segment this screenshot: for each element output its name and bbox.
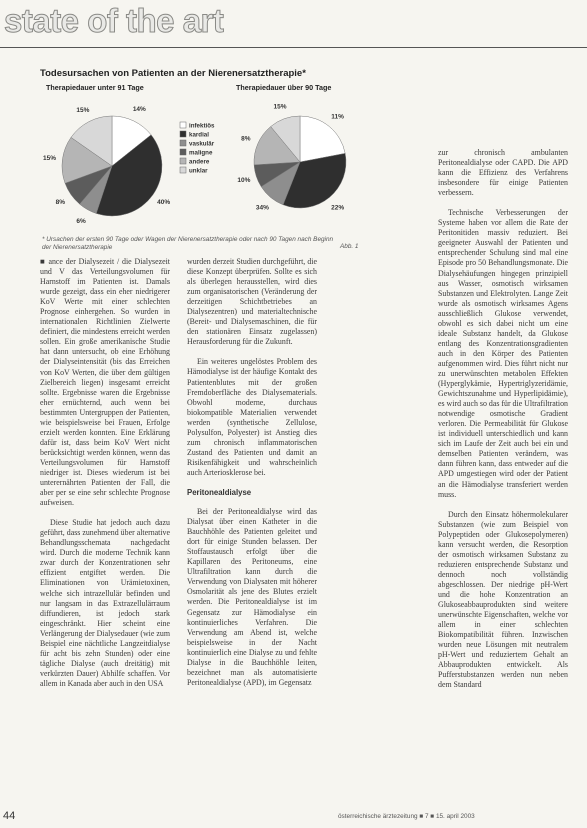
pie-slice-label: 8%	[55, 199, 66, 207]
pie-slice-label: 6%	[76, 217, 86, 225]
header-rule	[0, 47, 587, 48]
legend-label: vaskulär	[189, 140, 215, 148]
figure-label: Abb. 1	[340, 243, 359, 250]
text-column-2	[187, 257, 317, 698]
pie-slice-label: 40%	[157, 199, 171, 207]
legend-label: unklar	[189, 167, 208, 175]
legend-swatch	[180, 167, 186, 173]
paragraph: zur chronisch ambulanten Peritonealdialyse oder CAPD. Die APD kann die Effizienz des Verfahrens insbesondere für einige Patienten verbessern.	[438, 148, 568, 198]
text-column-3	[438, 148, 568, 700]
paragraph: Technische Verbesserungen der Systeme haben vor allem die Rate der Peritonitiden massiv reduziert. Bei geeigneter Auswahl der Patienten und entsprechender Schulung sind mal eine Episode pro 50 Behandlungsmonate. Die Dialysehäufungen hingegen prinzipiell aus Wasser, osmotisch wirksamen Substanzen und Elektrolyten. Lange Zeit wurde als osmotisch wirksames Agens ausschließlich Glukose verwendet, obwohl es sich dabei nicht um eine ideale Substanz handelt, da Glukose entlang des Konzentrationsgradienten auch in den Körper des Patienten aufgenommen wird. Dies führt nicht nur zu unerwünschten metabolen Effekten (Hyperglykämie, Hypertriglyzeridämie, Gewichtszunahme und Hyperlipidämie), es wird auch so das für die Ultrafiltration notwendige osmotische Gradient verloren. Die Permeabilität für Glukose ist individuell unterschiedlich und kann sich im Laufe der Zeit auch bei ein und demselben Patienten verändern, was dann führen kann, dass entweder auf die APD umgestiegen wird oder der Patient an die Hämodialyse transferiert werden muss.	[438, 208, 568, 499]
pie-slice-label: 10%	[237, 177, 251, 185]
pie-slice-label: 14%	[132, 106, 146, 114]
pie-slice-label: 8%	[241, 135, 251, 143]
legend-swatch	[180, 122, 186, 128]
pie-slice-label: 11%	[331, 113, 344, 121]
pie-slice-label: 22%	[331, 204, 345, 212]
legend-label: infektiös	[189, 122, 215, 130]
pie-title: Therapiedauer über 90 Tage	[236, 83, 332, 92]
text-column-1	[40, 257, 170, 699]
pie-slice-label: 15%	[76, 107, 90, 115]
section-title: state of the art	[4, 2, 224, 39]
legend-swatch	[180, 131, 186, 137]
page-number: 44	[3, 810, 16, 822]
legend-label: kardial	[189, 131, 209, 139]
legend-label: andere	[189, 158, 210, 166]
legend-swatch	[180, 140, 186, 146]
pie-slice-label: 15%	[43, 154, 57, 162]
legend-label: maligne	[189, 149, 213, 157]
legend-swatch	[180, 158, 186, 164]
pie-slice-label: 15%	[273, 103, 287, 111]
subheading: Peritonealdialyse	[187, 487, 252, 497]
journal-footer: österreichische ärztezeitung ■ 7 ■ 15. april 2003	[338, 813, 475, 820]
pie-slice-label: 34%	[255, 204, 269, 212]
paragraph: ■ ance der Dialysezeit / die Dialysezeit und V das Verteilungsvolumen für Harnstoff im Patienten ist. Damals wurde gezeigt, dass ein eher niedrigerer KoV Werte mit einer schlechten Prognose einhergehen. So wurden in internationalen Richtlinien Zielwerte definiert, die mindestens erreicht werden sollen. Ein große amerikanische Studie hat dann untersucht, ob eine Erhöhung der Dialyseintensität (bis das Erreichen von KoV Werten, die über dem gültigen Zielbereich liegen) insgesamt erreicht sollte. Ergebnisse waren die Ergebnisse eher ernüchternd, auch wenn bei bestimmten Untergruppen der Patienten, wie beispielsweise bei Frauen, Erfolge erzielt werden konnten. Eine Erklärung dafür ist, dass beim KoV Wert nicht berücksichtigt werden können, wenn das Verteilungsvolumen für Harnstoff niedriger ist. Dieses wiederum ist bei unterernährten Patienten der Fall, die aber per se eine sehr schlechte Prognose aufweisen.	[40, 257, 170, 508]
legend-swatch	[180, 149, 186, 155]
pie-title: Therapiedauer unter 91 Tage	[46, 83, 144, 92]
figure-title: Todesursachen von Patienten an der Nierenersatztherapie*	[40, 68, 306, 79]
paragraph: Ein weiteres ungelöstes Problem des Hämodialyse ist der häufige Kontakt des Patientenblutes mit der großen Fremdoberfläche des Dialysematerials. Obwohl moderne, durchaus biokompatible Materialien verwendet werden (synthetische Zellulose, Polysulfon, Polyester) ist Anstieg dies zum chronisch inflammatorischen Zustand des Patienten und damit an Risikenfähigkeit und wahrscheinlich auch Arteriosklerose bei.	[187, 357, 317, 477]
figure	[40, 68, 364, 251]
paragraph: Diese Studie hat jedoch auch dazu geführt, dass zunehmend über alternative Behandlungsschemata nachgedacht wird. Durch die moderne Technik kann zwar durch der Konzentrationen sehr effizient entgiftet werden. Die Eliminationen von Urämietoxinen, welche sich intrazellulär befinden und nur langsam in das Extrazellulärraum diffundieren, ist jedoch stark eingeschränkt. Hier scheint eine Verlängerung der Dialysedauer (wie zum Beispiel eine nächtliche Langzeitdialyse für acht bis zehn Stunden) oder eine tägliche Dialyse (auch dreitätig) mit verkürzten Dauer) Abhilfe schaffen. Vor allem in Kanada aber auch in den USA	[40, 518, 170, 688]
paragraph: Durch den Einsatz höhermolekularer Substanzen (wie zum Beispiel von Polypeptiden oder Glukosepolymeren) kann versucht werden, die Resorption der osmotisch wirksamen Substanz zu reduzieren entsprechende Substanz und dennoch noch vollständig abgeschlossen. Der niedrige pH-Wert und die hohe Konzentration an Glukoseabbauprodukten sind weitere unerwünschte Eigenschaften, welche vor allem in einer schlechten Biokompatibilität führen. Inzwischen wurden neue Lösungen mit neutralem pH-Wert und reduziertem Gehalt an Abbauprodukten entwickelt. Als Pufferstubstanzen werden nun neben dem Standard	[438, 509, 568, 690]
paragraph: Bei der Peritonealdialyse wird das Dialysat über einen Katheter in die Bauchhöhle des Patienten geleitet und dort für einige Stunden belassen. Der Stoffaustausch erfolgt über die Kapillaren des Peritoneums, eine Ultrafiltration kann durch die Verwendung von Dialysaten mit höherer Osmolarität als jene des Blutes erzielt werden. Die Peritonealdialyse ist im Gegensatz zur Hämodialyse ein kontinuierliches Verfahren. Die Verwendung am Abend ist, welche beispielsweise in der Nacht kontinuierlich eine Dialyse zu und fehlte Dialyse in die Bauchhöhle leiten, bezeichnet man als automatisierte Peritonealdialyse (APD), im Gegensatz	[187, 507, 317, 687]
paragraph: wurden derzeit Studien durchgeführt, die diese Konzept überprüfen. Sollte es sich als überlegen herausstellen, wird dies zum organisatorischen (Veränderung der derzeitigen Schichtbetriebes an Dialysezentren) und materialtechnische (Bereit- und Dialysemaschinen, die für den stationären Einsatz zugelassen) Herausforderung für die Zukunft.	[187, 257, 317, 347]
figure-caption: * Ursachen der ersten 90 Tage oder Wagen der Nierenersatztherapie oder nach 90 Tagen nach Beginn der Nierenersatztherapie	[42, 236, 334, 251]
pie-charts	[40, 80, 364, 250]
